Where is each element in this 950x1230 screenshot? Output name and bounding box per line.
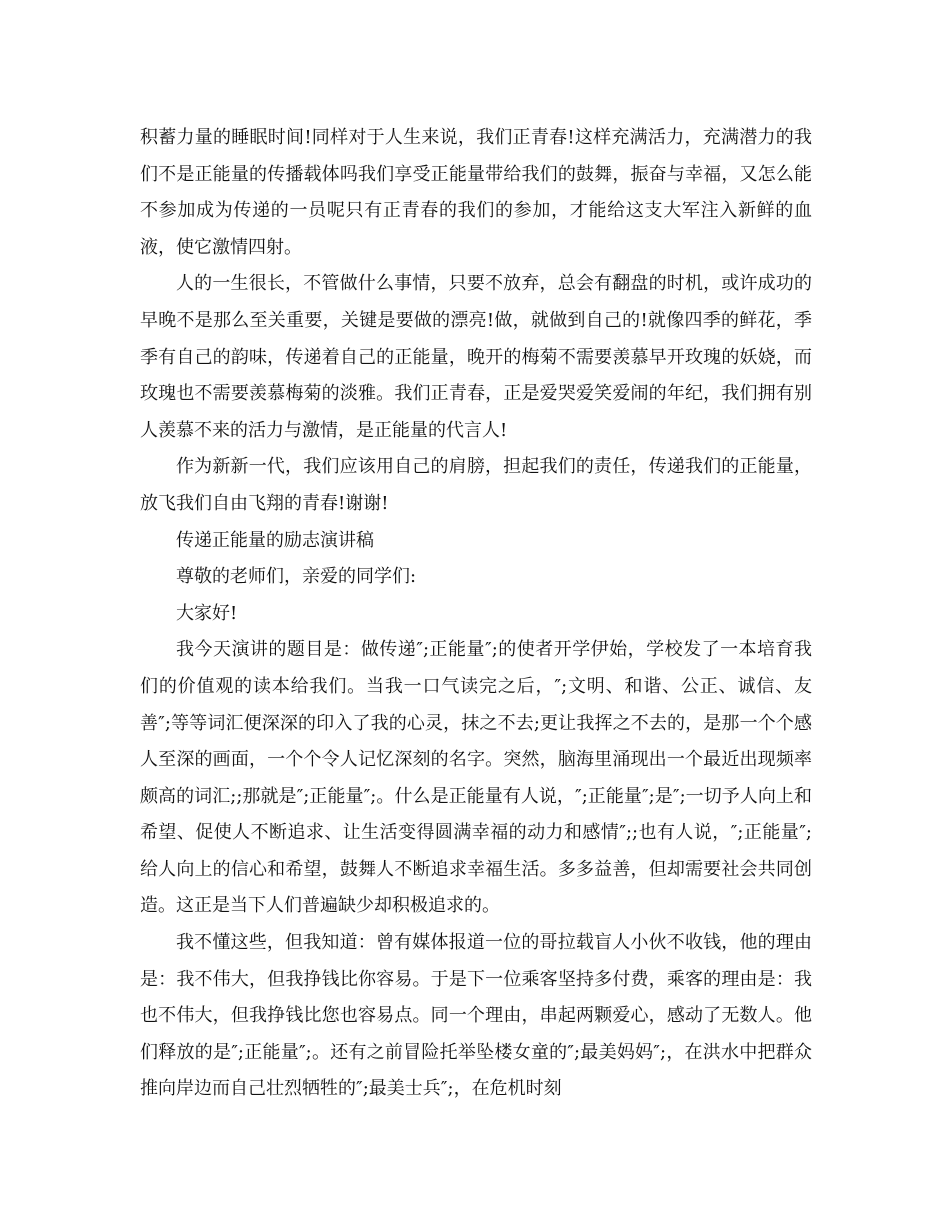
speech-title: 传递正能量的励志演讲稿	[176, 529, 374, 551]
paragraph-1: 积蓄力量的睡眠时间!同样对于人生来说，我们正青春!这样充满活力，充满潜力的我们不是正能量的传播载体吗我们享受正能量带给我们的鼓舞，振奋与幸福，又怎么能不参加成为传递的一员呢只有正青春的我们的参加，才能给这支大军注入新鲜的血液，使它激情四射。	[140, 127, 812, 258]
paragraph-7: 我今天演讲的题目是：做传递″;正能量″;的使者开学伊始，学校发了一本培育我们的价值观的读本给我们。当我一口气读完之后，″;文明、和谐、公正、诚信、友善″;等等词汇便深深的印入了我的心灵，抹之不去;更让我挥之不去的，是那一个个感人至深的画面，一个个令人记忆深刻的名字。突然，脑海里涌现出一个最近出现频率颇高的词汇;;那就是″;正能量″;。什么是正能量有人说，″;正能量″;是″;一切予人向上和希望、促使人不断追求、让生活变得圆满幸福的动力和感情″;;也有人说，″;正能量″;给人向上的信心和希望，鼓舞人不断追求幸福生活。多多益善，但却需要社会共同创造。这正是当下人们普遍缺少却积极追求的。	[140, 639, 812, 917]
salutation: 尊敬的老师们，亲爱的同学们:	[176, 566, 417, 588]
paragraph-8: 我不懂这些，但我知道：曾有媒体报道一位的哥拉载盲人小伙不收钱，他的理由是：我不伟大，但我挣钱比你容易。于是下一位乘客坚持多付费，乘客的理由是：我也不伟大，但我挣钱比您也容易点。同一个理由，串起两颗爱心，感动了无数人。他们释放的是″;正能量″;。还有之前冒险托举坠楼女童的″;最美妈妈″;，在洪水中把群众推向岸边而自己壮烈牺牲的″;最美士兵″;，在危机时刻	[140, 932, 812, 1100]
paragraph-2: 人的一生很长，不管做什么事情，只要不放弃，总会有翻盘的时机，或许成功的早晚不是那么至关重要，关键是要做的漂亮!做，就做到自己的!就像四季的鲜花，季季有自己的韵味，传递着自己的正能量，晚开的梅菊不需要羡慕早开玫瑰的妖娆，而玫瑰也不需要羡慕梅菊的淡雅。我们正青春，正是爱哭爱笑爱闹的年纪，我们拥有别人羡慕不来的活力与激情，是正能量的代言人!	[140, 273, 812, 441]
document-page	[140, 120, 812, 1108]
greeting: 大家好!	[176, 602, 238, 624]
paragraph-3: 作为新新一代，我们应该用自己的肩膀，担起我们的责任，传递我们的正能量，放飞我们自由飞翔的青春!谢谢!	[140, 456, 812, 514]
